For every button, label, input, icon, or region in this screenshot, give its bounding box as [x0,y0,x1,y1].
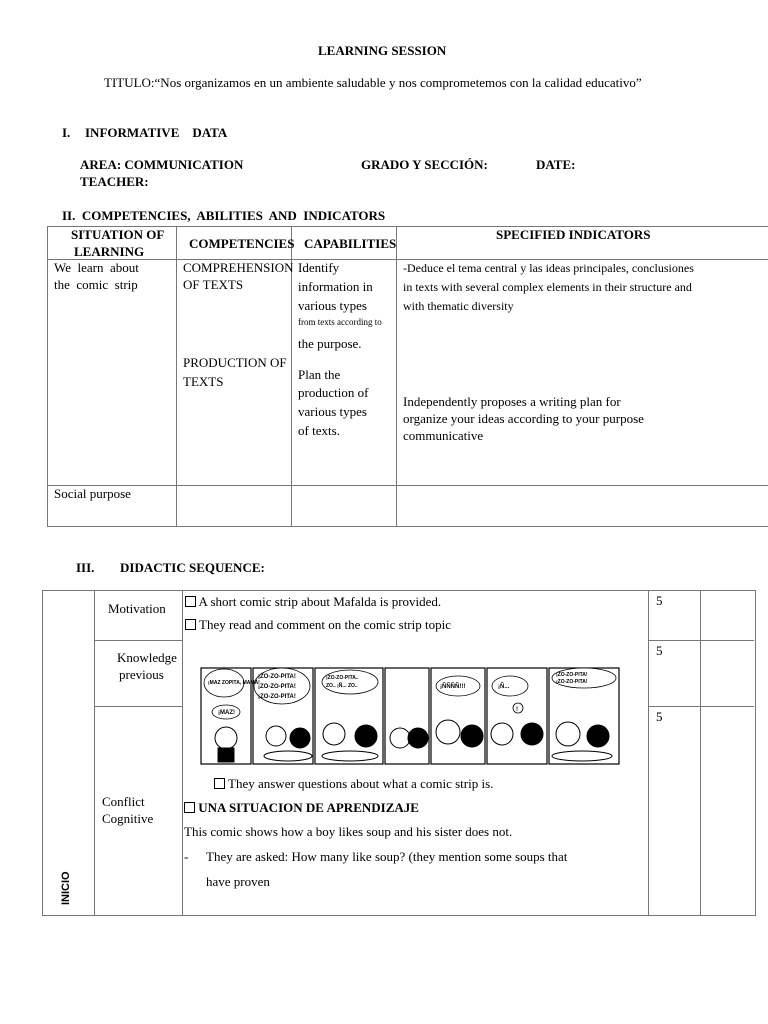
speech-bubble [322,670,378,694]
row-label-conflict: Conflict [102,794,145,809]
character-head [436,720,460,744]
session-title: TITULO:“Nos organizamos en un ambiente saludable y nos comprometemos con la calidad educativo” [104,75,642,90]
section-1-number: I. [62,125,71,140]
page-title: LEARNING SESSION [318,43,447,58]
table-divider [94,640,182,641]
table-divider [94,590,95,915]
character-head [408,728,428,748]
character-head [491,723,513,745]
capability-2-line: various types [298,404,367,419]
indicator-2-line: organize your ideas according to your purpose [403,411,644,426]
indicator-1-line: with thematic diversity [403,299,514,313]
grado-label: GRADO Y SECCIÓN: [361,157,488,172]
capability-1-line: Identify [298,260,340,275]
answer-text: They answer questions about what a comic strip is. [225,776,494,791]
col-header-situation: SITUATION OF [71,227,165,242]
situation-text-1: We learn about [54,260,139,275]
competency-2-line-2: TEXTS [183,374,224,389]
date-label: DATE: [536,157,576,172]
bubble-text: ¡Ñ... [498,684,510,690]
motivation-line-2 [185,617,451,633]
character-head [556,722,580,746]
table-divider [648,590,649,915]
table-divider [648,640,754,641]
speech-bubble [552,668,616,688]
motivation-line-1 [185,594,441,610]
motivation-text-1: A short comic strip about Mafalda is provided. [196,594,442,609]
bubble-text: ¡ZO-ZO-PITA! [258,694,296,700]
table-divider [700,590,701,915]
col-header-indicators: SPECIFIED INDICATORS [496,227,651,242]
indicator-1-line: -Deduce el tema central y las ideas principales, conclusiones [403,261,694,275]
capability-1-small: from texts according to [298,317,382,327]
bubble-text: ¡ZO-ZO-PITA! [556,679,588,685]
bubble-text: ¡ÑÑÑÑ!!! [440,684,466,690]
character-head [215,727,237,749]
row-label-cognitive: Cognitive [102,811,154,826]
capability-1-line: information in [298,279,373,294]
table-bowl [264,751,312,761]
time-value-2: 5 [656,643,663,658]
row-label-knowledge: Knowledge [117,650,177,665]
bubble-text: ¡MAZ ZOPITA, MAMÁ! [208,680,260,686]
competency-1-line-2: OF TEXTS [183,277,244,292]
comic-description: This comic shows how a boy likes soup and his sister does not. [184,824,513,839]
checkbox-icon [185,596,196,607]
asked-line-1: They are asked: How many like soup? (they mention some soups that [206,849,568,864]
indicator-1-line: in texts with several complex elements in their structure and [403,280,692,294]
character-head [390,728,410,748]
competency-1-line-1: COMPREHENSION [183,260,294,275]
character-head [355,725,377,747]
table-divider [396,226,397,526]
situacion-line [184,800,419,816]
character-head [266,726,286,746]
motivation-text-2: They read and comment on the comic strip topic [196,617,451,632]
bubble-text: ¡ZO-ZO-PITA! [556,672,588,678]
asked-line-2: have proven [206,874,270,889]
table-divider [182,590,183,915]
time-value-1: 5 [656,593,663,608]
indicator-2-line: communicative [403,428,484,443]
checkbox-icon [185,619,196,630]
section-2-heading: II. COMPETENCIES, ABILITIES AND INDICATORS [62,208,386,223]
capability-2-line: of texts. [298,423,340,438]
row-label-previous: previous [119,667,164,682]
comic-panel [385,668,429,764]
area-label: AREA: COMMUNICATION [80,157,244,172]
situacion-heading: UNA SITUACION DE APRENDIZAJE [195,800,419,815]
dash-bullet: - [184,849,189,864]
competencies-table [47,226,768,526]
col-header-competencies: COMPETENCIES [189,236,295,251]
character-head [461,725,483,747]
indicator-2-line: Independently proposes a writing plan for [403,394,621,409]
col-header-situation-2: LEARNING [74,244,145,259]
table-divider [94,706,182,707]
bubble-text: ZO.. ¡Ñ... ZO.. [326,683,358,689]
table-divider [47,485,768,486]
capability-2-line: production of [298,385,369,400]
situation-text-2: the comic strip [54,277,138,292]
capability-2-line: Plan the [298,367,341,382]
inicio-vertical-label: INICIO [60,871,72,905]
bubble-text: ! [516,707,518,713]
checkbox-icon [184,802,195,813]
bubble-text: ¡ZO-ZO-PITA.. [326,675,359,681]
row-label-motivation: Motivation [108,601,166,616]
capability-1-end: the purpose. [298,336,362,351]
checkbox-icon [214,778,225,789]
competency-2-line-1: PRODUCTION OF [183,355,287,370]
bubble-text: ¡MAZ! [218,710,235,716]
table-divider [648,706,754,707]
table-bowl [322,751,378,761]
table-divider [47,259,768,260]
speech-bubble [513,703,523,713]
character-head [290,728,310,748]
section-1-heading: INFORMATIVE DATA [85,125,228,140]
teacher-label: TEACHER: [80,174,149,189]
col-header-capabilities: CAPABILITIES [304,236,397,251]
character-head [587,725,609,747]
bubble-text: ¡ZO-ZO-PITA! [258,684,296,690]
table-bowl [552,751,612,761]
social-purpose-label: Social purpose [54,486,131,501]
mafalda-comic-strip [200,666,620,766]
table-divider [176,226,177,526]
character-body [218,748,234,762]
bubble-text: ¡ZO-ZO-PITA! [258,674,296,680]
section-3-number: III. [76,560,95,575]
character-head [323,723,345,745]
character-head [521,723,543,745]
section-3-heading: DIDACTIC SEQUENCE: [120,560,265,575]
capability-1-line: various types [298,298,367,313]
time-value-3: 5 [656,709,663,724]
answer-line [214,776,493,792]
